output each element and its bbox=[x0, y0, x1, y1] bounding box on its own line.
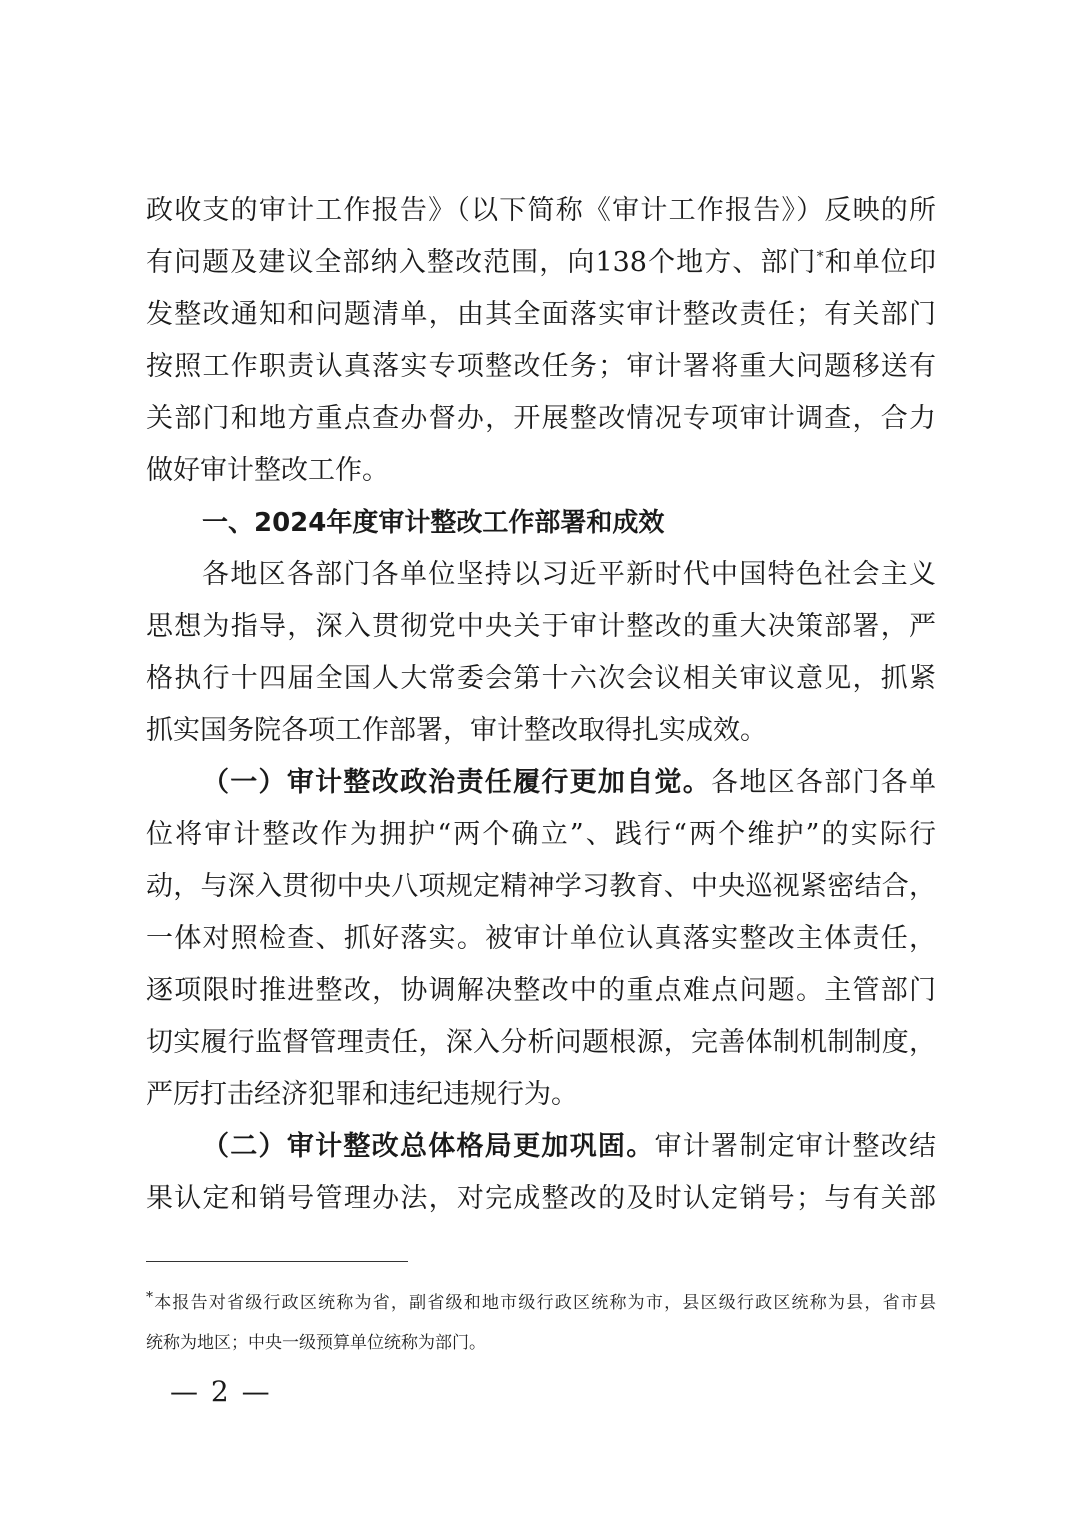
section-paragraph-line-2: 思想为指导，深入贯彻党中央关于审计整改的重大决策部署，严 bbox=[146, 611, 936, 642]
body-line-2-tail: 和单位印 bbox=[823, 247, 936, 278]
body-line-4: 按照工作职责认真落实专项整改任务；审计署将重大问题移送有 bbox=[146, 351, 936, 382]
sub1-line-3: 动，与深入贯彻中央八项规定精神学习教育、中央巡视紧密结合， bbox=[146, 871, 936, 902]
sub1-first-rest: 各地区各部门各单 bbox=[711, 767, 937, 798]
page-number: — 2 — bbox=[170, 1375, 272, 1408]
footnote-line-2: 统称为地区；中央一级预算单位统称为部门。 bbox=[146, 1333, 486, 1353]
footnote-marker: * bbox=[146, 1289, 153, 1306]
footnote bbox=[146, 1283, 936, 1363]
sub2-heading: （二）审计整改总体格局更加巩固。 bbox=[202, 1131, 655, 1162]
body-line-3: 发整改通知和问题清单，由其全面落实审计整改责任；有关部门 bbox=[146, 299, 936, 330]
sub2-first-rest: 审计署制定审计整改结 bbox=[654, 1131, 937, 1162]
section-heading: 一、2024年度审计整改工作部署和成效 bbox=[202, 508, 665, 538]
sub1-heading: （一）审计整改政治责任履行更加自觉。 bbox=[202, 767, 712, 798]
footnote-reference-marker: * bbox=[816, 249, 824, 265]
section-paragraph-line-1: 各地区各部门各单位坚持以习近平新时代中国特色社会主义 bbox=[202, 559, 936, 590]
sub1-line-5: 逐项限时推进整改，协调解决整改中的重点难点问题。主管部门 bbox=[146, 975, 936, 1006]
section-paragraph-line-3: 格执行十四届全国人大常委会第十六次会议相关审议意见，抓紧 bbox=[146, 663, 936, 694]
sub1-line-2: 位将审计整改作为拥护“两个确立”、践行“两个维护”的实际行 bbox=[146, 819, 936, 850]
body-line-1: 政收支的审计工作报告》（以下简称《审计工作报告》）反映的所 bbox=[146, 195, 936, 226]
sub2-first-line bbox=[146, 1121, 936, 1173]
sub2-line-2: 果认定和销号管理办法，对完成整改的及时认定销号；与有关部 bbox=[146, 1183, 936, 1214]
sub1-first-line bbox=[146, 757, 936, 809]
sub1-line-7: 严厉打击经济犯罪和违纪违规行为。 bbox=[146, 1079, 578, 1110]
body-line-5: 关部门和地方重点查办督办，开展整改情况专项审计调查，合力 bbox=[146, 403, 936, 434]
body-line-2-text: 有问题及建议全部纳入整改范围，向138个地方、部门 bbox=[146, 247, 817, 278]
body-line-6: 做好审计整改工作。 bbox=[146, 455, 389, 486]
footnote-divider bbox=[146, 1261, 408, 1262]
sub1-line-6: 切实履行监督管理责任，深入分析问题根源，完善体制机制制度， bbox=[146, 1027, 936, 1058]
footnote-line-1 bbox=[146, 1283, 936, 1323]
section-paragraph-line-4: 抓实国务院各项工作部署，审计整改取得扎实成效。 bbox=[146, 715, 767, 746]
body-line-2 bbox=[146, 237, 936, 289]
sub1-line-4: 一体对照检查、抓好落实。被审计单位认真落实整改主体责任， bbox=[146, 923, 936, 954]
footnote-line-1-text: 本报告对省级行政区统称为省，副省级和地市级行政区统称为市，县区级行政区统称为县，省市县 bbox=[153, 1293, 936, 1313]
document-body bbox=[146, 185, 936, 1225]
